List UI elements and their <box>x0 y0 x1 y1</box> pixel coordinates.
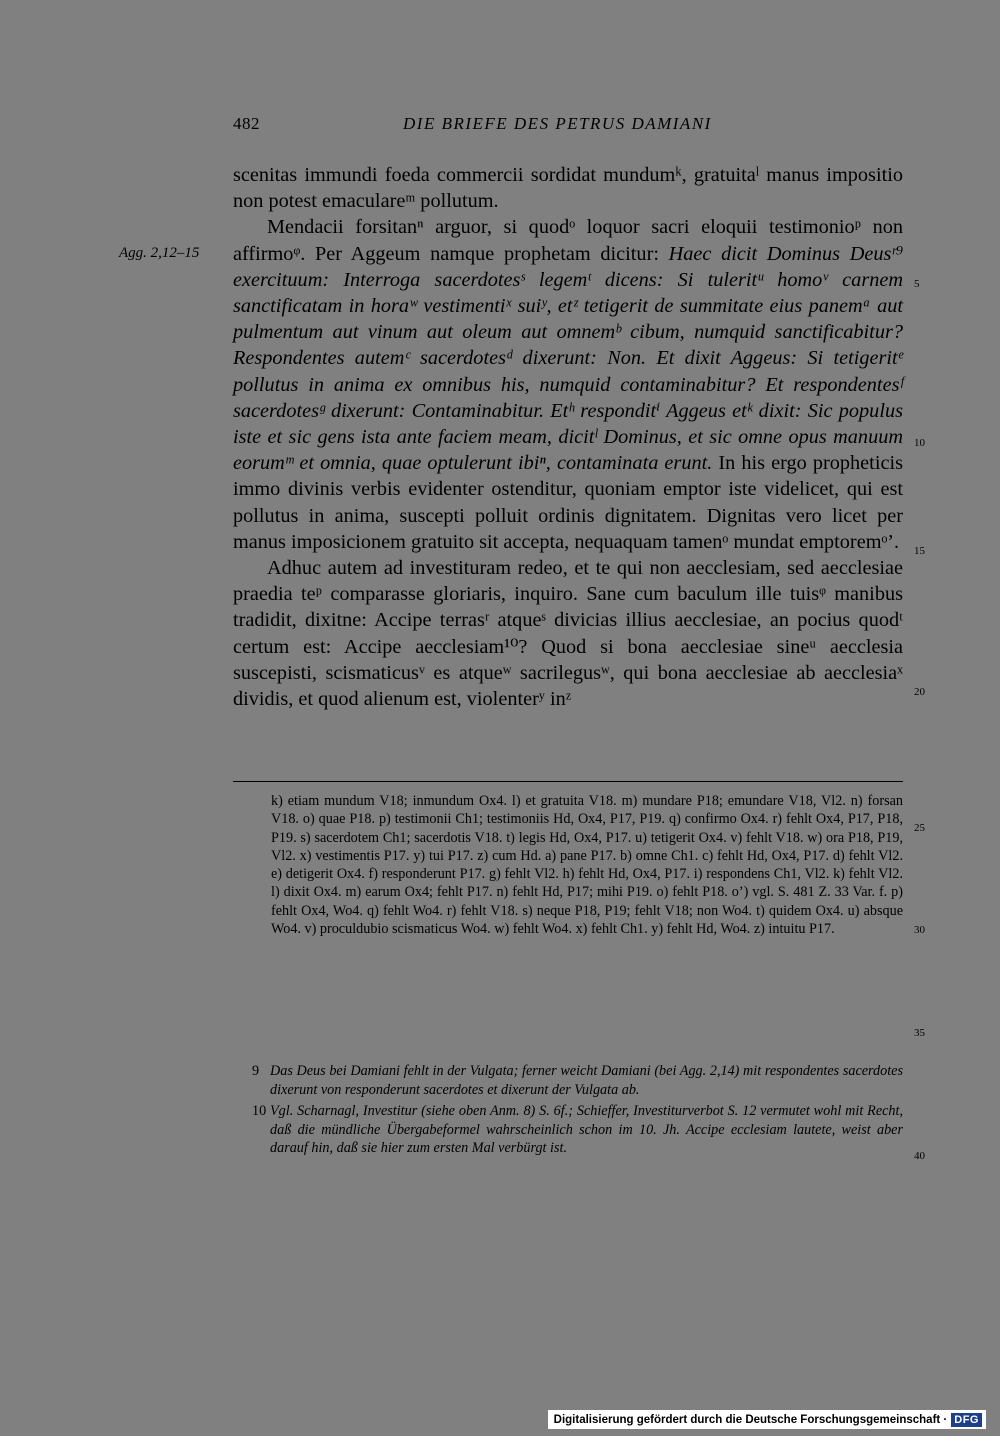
dfg-logo: DFG <box>951 1413 982 1427</box>
footnote-number: 10 <box>252 1103 267 1120</box>
paragraph-text: Mendacii forsitanⁿ arguor, si quodᵒ loquor sacri eloquii testimonioᵖ non affirmoᵠ. Per Aggeum namque prophetam dicitur: <box>233 216 903 265</box>
footnote-number: 9 <box>252 1063 260 1079</box>
line-number: 25 <box>914 822 925 834</box>
line-number: 30 <box>914 924 925 936</box>
footnote <box>252 1102 903 1158</box>
quotation: Haec dicit Dominus Deusʳ⁹ exercituum: Interroga sacerdotesˢ legemᵗ dicens: Si tuleritᵘ homoᵛ carnem sanctificatam in horaʷ vestimentiˣ suiʸ, etᶻ tetigerit de summitate eius panemᵃ aut pulmentum aut vinum aut oleum aut omnemᵇ cibum, numquid sanctificabitur? Respondentes autemᶜ sacerdotesᵈ dixerunt: Non. Et dixit Aggeus: Si tetigeritᵉ pollutus in anima ex omnibus his, numquid contaminabitur? Et respondentesᶠ sacerdotesᵍ dixerunt: Contaminabitur. Etʰ responditⁱ Aggeus etᵏ dixit: Sic populus iste et sic gens ista ante faciem meam, dicitˡ Dominus, et sic omne opus manuum eorumᵐ et omnia, quae optulerunt ibiⁿ, contaminata erunt. <box>233 242 903 475</box>
line-number: 5 <box>914 278 920 290</box>
footnotes <box>252 1062 903 1161</box>
paragraph <box>233 214 903 555</box>
page-header <box>233 112 903 142</box>
paragraph-text: In his ergo propheticis immo divinis verbis evidenter ostenditur, quoniam emptor iste videlicet, qui est pollutus in anima, suscepti polluit ordinis dignitatem. Dignitas vero licet per manus imposicionem gratuito sit accepta, nequaquam tamenᵒ mundat emptoremᵒ’. <box>233 452 903 553</box>
paragraph: scenitas immundi foeda commercii sordidat mundumᵏ, gratuitaˡ manus impositio non potest emaculareᵐ pollutum. <box>233 164 903 213</box>
funding-text: Digitalisierung gefördert durch die Deutsche Forschungsgemeinschaft · <box>553 1413 948 1426</box>
line-number: 15 <box>914 545 925 557</box>
line-number: 20 <box>914 686 925 698</box>
critical-apparatus <box>271 792 903 938</box>
footnote-text: Das Deus bei Damiani fehlt in der Vulgata; ferner weicht Damiani (bei Agg. 2,14) mit respondentes sacerdotes dixerunt von responderunt sacerdotes et dixerunt der Vulgata ab. <box>270 1063 903 1098</box>
line-number: 10 <box>914 437 925 449</box>
apparatus-text: k) etiam mundum V18; inmundum Ox4. l) et gratuita V18. m) mundare P18; emundare V18, Vl2. n) forsan V18. o) quae P18. p) testimonii Ch1; testimoniis Hd, Ox4, P17, P19. q) confirmo Ox4. r) fehlt Ox4, P17, P18, P19. s) sacerdotem Ch1; sacerdotis V18. t) legis Hd, Ox4, P17. u) tetigerit Ox4. v) fehlt V18. w) ora P18, P19, Vl2. x) vestimentis P17. y) tui P17. z) cum Hd. a) pane P17. b) omne Ch1. c) fehlt Hd, Ox4, P17. d) fehlt Vl2. e) detigerit Ox4. f) responderunt P17. g) fehlt Vl2. h) fehlt Hd, Ox4, P17. i) respondens Ch1, Vl2. k) fehlt Vl2. l) dixit Ox4. m) earum Ox4; fehlt P17. n) fehlt Hd, P17; mihi P19. o) fehlt P18. o’) vgl. S. 481 Z. 33 Var. f. p) fehlt Ox4, Wo4. q) fehlt Wo4. r) fehlt V18. s) neque P18, P19; fehlt V18; non Wo4. t) quidem Ox4. u) absque Wo4. v) proculdubio scismaticus Wo4. w) fehlt Wo4. x) fehlt Ch1. y) fehlt Hd, Wo4. z) intuitu P17. <box>271 793 903 938</box>
main-text <box>233 162 903 712</box>
line-number: 40 <box>914 1150 925 1162</box>
footnote <box>252 1062 903 1099</box>
running-title: DIE BRIEFE DES PETRUS DAMIANI <box>403 114 712 133</box>
line-number: 35 <box>914 1027 925 1039</box>
footnote-divider <box>233 781 903 782</box>
funding-banner <box>548 1410 986 1429</box>
footnote-text: Vgl. Scharnagl, Investitur (siehe oben Anm. 8) S. 6f.; Schieffer, Investiturverbot S. 12 vermutet wohl mit Recht, daß die mündliche Übergabeformel wahrscheinlich schon im 10. Jh. Accipe ecclesiam lautete, weist aber darauf hin, daß sie hier zum ersten Mal verbürgt ist. <box>270 1103 903 1157</box>
page-number: 482 <box>233 114 260 133</box>
margin-reference: Agg. 2,12–15 <box>119 245 200 261</box>
paragraph: Adhuc autem ad investituram redeo, et te qui non aecclesiam, sed aecclesiae praedia teᵖ comparasse gloriaris, inquiro. Sane cum baculum ille tuisᵠ manibus tradidit, dixitne: Accipe terrasʳ atqueˢ divicias illius aecclesiae, an pocius quodᵗ certum est: Accipe aecclesiam¹⁰? Quod si bona aecclesiae sineᵘ aecclesia suscepisti, scismaticusᵛ es atqueʷ sacrilegusʷ, qui bona aecclesiae ab aecclesiaˣ dividis, et quod alienum est, violenterʸ inᶻ <box>233 557 903 711</box>
